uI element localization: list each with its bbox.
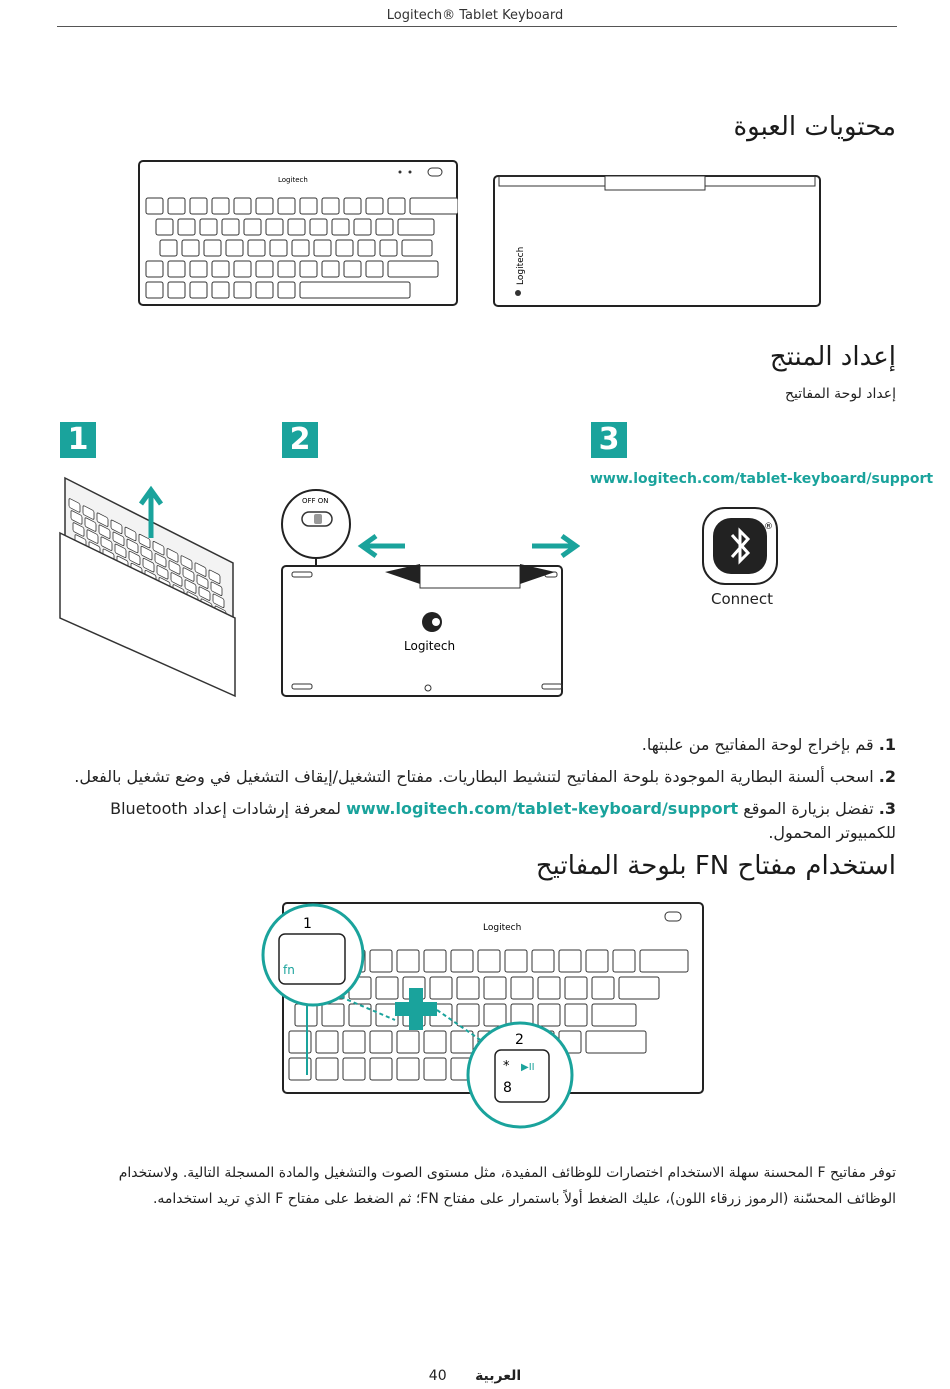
keyboard-logo-text: Logitech	[278, 176, 308, 184]
callout-2-key-bottom: 8	[503, 1080, 512, 1096]
keyboard-key	[370, 950, 392, 972]
callout-2-key-top: *	[503, 1059, 510, 1074]
fn-paragraph-2: الوظائف المحسّنة (الرموز زرقاء اللون)، عليك الضغط أولاً باستمرار على مفتاح FN؛ ثم الضغط على مفتاح F الذي تريد استخدامه.	[152, 1191, 896, 1207]
stand-case-illustration	[493, 175, 821, 307]
keyboard-key	[424, 1031, 446, 1053]
step2-logo-text: Logitech	[404, 639, 456, 653]
keyboard-key	[244, 219, 261, 235]
keyboard-key	[619, 977, 659, 999]
keyboard-key	[278, 282, 295, 298]
keyboard-key	[484, 1004, 506, 1026]
keyboard-key	[278, 261, 295, 277]
keyboard-key	[146, 198, 163, 214]
running-header: Logitech® Tablet Keyboard	[386, 8, 564, 23]
keyboard-key	[146, 282, 163, 298]
switch-label: OFF ON	[302, 497, 329, 505]
fn-key-illustration	[255, 900, 707, 1130]
keyboard-key	[398, 219, 434, 235]
callout-2-play-icon: ▶II	[521, 1062, 535, 1073]
keyboard-key	[300, 282, 410, 298]
keyboard-key	[376, 1004, 398, 1026]
step3-url: www.logitech.com/tablet-keyboard/support	[590, 471, 934, 487]
keyboard-key	[168, 282, 185, 298]
keyboard-key	[234, 198, 251, 214]
keyboard-key	[278, 198, 295, 214]
connect-label: Connect	[710, 590, 774, 608]
keyboard-key	[266, 219, 283, 235]
keyboard-key	[586, 950, 608, 972]
keyboard-key	[316, 1058, 338, 1080]
step-number-1: 1	[60, 422, 96, 458]
keyboard-key	[380, 240, 397, 256]
keyboard-key	[212, 261, 229, 277]
footer-language: العربية	[475, 1368, 522, 1384]
keyboard-key	[538, 1004, 560, 1026]
page-number: 40	[428, 1368, 447, 1384]
keyboard-key	[234, 282, 251, 298]
keyboard-key	[370, 1058, 392, 1080]
keyboard-key	[316, 1031, 338, 1053]
keyboard-illustration	[138, 160, 458, 306]
keyboard-key	[457, 977, 479, 999]
keyboard-key	[366, 198, 383, 214]
keyboard-key	[376, 219, 393, 235]
keyboard-key	[613, 950, 635, 972]
keyboard-key	[344, 198, 361, 214]
keyboard-key	[168, 261, 185, 277]
instruction-2: 2. اسحب ألسنة البطارية الموجودة بلوحة المفاتيح لتنشيط البطاريات. مفتاح التشغيل/إيقاف التشغيل في وضع تشغيل بالفعل.	[74, 767, 896, 786]
callout-1-fn-key: fn	[283, 963, 295, 977]
keyboard-key	[484, 977, 506, 999]
keyboard-key	[288, 219, 305, 235]
keyboard-key	[397, 950, 419, 972]
step-number-2: 2	[282, 422, 318, 458]
keyboard-key	[212, 282, 229, 298]
setup-subtitle: إعداد لوحة المفاتيح	[784, 386, 896, 402]
instruction-3: 3. تفضل بزيارة الموقع www.logitech.com/tablet-keyboard/support لمعرفة إرشادات إعداد Bluetooth للكمبيوتر المحمول.	[110, 799, 896, 842]
keyboard-key	[559, 950, 581, 972]
keyboard-key	[248, 240, 265, 256]
keyboard-key	[478, 950, 500, 972]
keyboard-key	[234, 261, 251, 277]
keyboard-key	[565, 977, 587, 999]
keyboard-key	[370, 1031, 392, 1053]
keyboard-key	[354, 219, 371, 235]
keyboard-key	[640, 950, 688, 972]
fn-paragraph-1: توفر مفاتيح F المحسنة سهلة الاستخدام اختصارات للوظائف المفيدة، مثل مستوى الصوت والتشغيل والمادة المسجلة التالية. ولاستخدام	[118, 1165, 896, 1181]
keyboard-key	[182, 240, 199, 256]
step2-battery-tabs-illustration	[280, 488, 580, 700]
keyboard-key	[190, 198, 207, 214]
keyboard-key	[592, 977, 614, 999]
keyboard-key	[532, 950, 554, 972]
keyboard-key	[314, 240, 331, 256]
page-footer	[0, 1368, 950, 1384]
keyboard-key	[358, 240, 375, 256]
keyboard-key	[270, 240, 287, 256]
keyboard-key	[586, 1031, 646, 1053]
case-logo-text: Logitech	[516, 246, 526, 285]
keyboard-key	[336, 240, 353, 256]
keyboard-key	[322, 261, 339, 277]
keyboard-key	[402, 240, 432, 256]
keyboard-key	[592, 1004, 636, 1026]
keyboard-key	[322, 198, 339, 214]
step1-unpack-illustration	[55, 468, 245, 700]
keyboard-key	[292, 240, 309, 256]
keyboard-key	[332, 219, 349, 235]
keyboard-key	[538, 977, 560, 999]
keyboard-key	[424, 950, 446, 972]
keyboard-key	[505, 950, 527, 972]
keyboard-key	[344, 261, 361, 277]
instruction-1: 1. قم بإخراج لوحة المفاتيح من علبتها.	[641, 735, 896, 754]
keyboard-key	[343, 1058, 365, 1080]
keyboard-key	[322, 1004, 344, 1026]
contents-title: محتويات العبوة	[733, 112, 896, 142]
keyboard-key	[222, 219, 239, 235]
fn-title: استخدام مفتاح FN بلوحة المفاتيح	[535, 851, 896, 881]
keyboard-key	[190, 282, 207, 298]
keyboard-key	[388, 261, 438, 277]
fn-keyboard-logo-text: Logitech	[483, 923, 522, 933]
keyboard-key	[457, 1004, 479, 1026]
instruction-3-link[interactable]: www.logitech.com/tablet-keyboard/support	[346, 799, 739, 818]
keyboard-key	[349, 1004, 371, 1026]
keyboard-key	[178, 219, 195, 235]
keyboard-key	[256, 282, 273, 298]
keyboard-key	[410, 198, 458, 214]
keyboard-key	[376, 977, 398, 999]
keyboard-key	[343, 1031, 365, 1053]
keyboard-key	[146, 261, 163, 277]
keyboard-key	[424, 1058, 446, 1080]
keyboard-key	[430, 977, 452, 999]
instructions	[56, 733, 896, 845]
bluetooth-icon	[700, 505, 780, 587]
step-number-3: 3	[591, 422, 627, 458]
keyboard-key	[397, 1058, 419, 1080]
keyboard-key	[310, 219, 327, 235]
keyboard-key	[451, 1031, 473, 1053]
keyboard-key	[366, 261, 383, 277]
keyboard-key	[168, 198, 185, 214]
keyboard-key	[451, 950, 473, 972]
keyboard-key	[300, 198, 317, 214]
header-rule	[57, 26, 897, 27]
keyboard-key	[160, 240, 177, 256]
keyboard-key	[256, 198, 273, 214]
keyboard-key	[388, 198, 405, 214]
keyboard-key	[565, 1004, 587, 1026]
registered-mark: ®	[764, 522, 773, 532]
setup-title: إعداد المنتج	[769, 342, 896, 372]
keyboard-key	[212, 198, 229, 214]
keyboard-key	[256, 261, 273, 277]
keyboard-key	[300, 261, 317, 277]
keyboard-key	[156, 219, 173, 235]
fn-description	[56, 1160, 896, 1212]
keyboard-key	[190, 261, 207, 277]
callout-1-number: 1	[303, 916, 312, 932]
keyboard-key	[204, 240, 221, 256]
callout-2-number: 2	[515, 1032, 524, 1048]
keyboard-key	[226, 240, 243, 256]
keyboard-key	[397, 1031, 419, 1053]
keyboard-key	[200, 219, 217, 235]
keyboard-key	[511, 977, 533, 999]
